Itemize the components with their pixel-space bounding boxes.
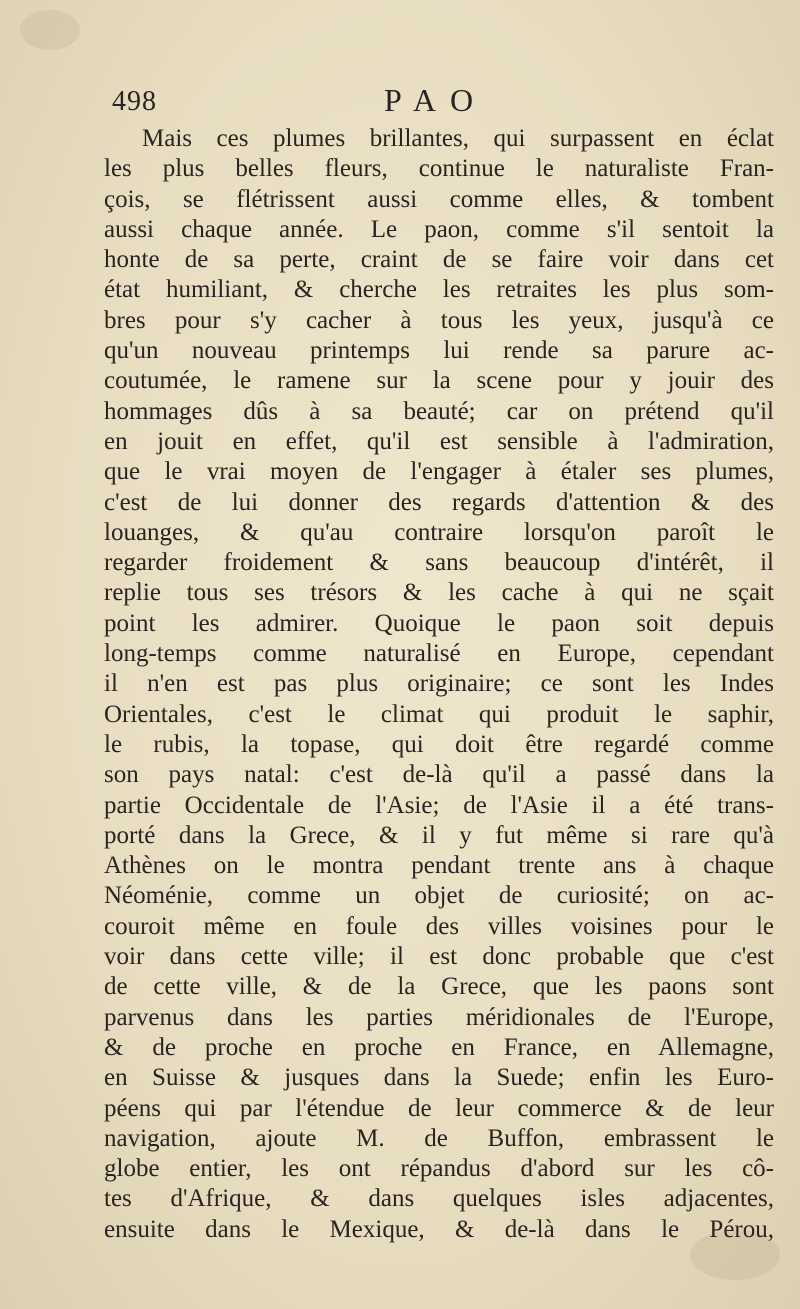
text-line: louanges, & qu'au contraire lorsqu'on paroît le	[104, 518, 774, 546]
page-header	[112, 82, 772, 122]
text-line: replie tous ses trésors & les cache à qui ne sçait	[104, 579, 774, 607]
text-line: qu'un nouveau printemps lui rende sa parure ac-	[104, 337, 774, 365]
text-line: c'est de lui donner des regards d'attention & des	[104, 488, 774, 516]
text-line: le rubis, la topase, qui doit être regardé comme	[104, 730, 774, 758]
text-line: long-temps comme naturalisé en Europe, cependant	[104, 640, 774, 668]
text-line: aussi chaque année. Le paon, comme s'il sentoit la	[104, 215, 774, 243]
text-line: son pays natal: c'est de-là qu'il a passé dans la	[104, 761, 774, 789]
text-line: Orientales, c'est le climat qui produit le saphir,	[104, 700, 774, 728]
text-line: en jouit en effet, qu'il est sensible à l'admiration,	[104, 427, 774, 455]
paper-stain	[20, 10, 80, 50]
text-line: coutumée, le ramene sur la scene pour y jouir des	[104, 367, 774, 395]
text-line: péens qui par l'étendue de leur commerce & de leur	[104, 1094, 774, 1122]
text-line: parvenus dans les parties méridionales de l'Europe,	[104, 1003, 774, 1031]
text-line: bres pour s'y cacher à tous les yeux, jusqu'à ce	[104, 306, 774, 334]
text-line: en Suisse & jusques dans la Suede; enfin les Euro-	[104, 1064, 774, 1092]
text-line: il n'en est pas plus originaire; ce sont les Indes	[104, 670, 774, 698]
text-line: porté dans la Grece, & il y fut même si rare qu'à	[104, 821, 774, 849]
text-line: globe entier, les ont répandus d'abord sur les cô-	[104, 1155, 774, 1183]
text-line: hommages dûs à sa beauté; car on prétend qu'il	[104, 397, 774, 425]
text-line: Néoménie, comme un objet de curiosité; on ac-	[104, 882, 774, 910]
text-line: point les admirer. Quoique le paon soit depuis	[104, 609, 774, 637]
body-text	[104, 124, 774, 1245]
text-line: les plus belles fleurs, continue le naturaliste Fran-	[104, 155, 774, 183]
text-line: regarder froidement & sans beaucoup d'intérêt, il	[104, 549, 774, 577]
text-line: tes d'Afrique, & dans quelques isles adjacentes,	[104, 1185, 774, 1213]
running-head: PAO	[384, 82, 488, 118]
text-line: honte de sa perte, craint de se faire voir dans cet	[104, 246, 774, 274]
text-line: & de proche en proche en France, en Allemagne,	[104, 1033, 774, 1061]
text-line: couroit même en foule des villes voisines pour le	[104, 912, 774, 940]
text-line: état humiliant, & cherche les retraites les plus som-	[104, 276, 774, 304]
text-line: partie Occidentale de l'Asie; de l'Asie il a été trans-	[104, 791, 774, 819]
text-line: que le vrai moyen de l'engager à étaler ses plumes,	[104, 458, 774, 486]
text-line: ensuite dans le Mexique, & de-là dans le Pérou,	[104, 1215, 774, 1243]
text-line: Athènes on le montra pendant trente ans à chaque	[104, 852, 774, 880]
text-line: Mais ces plumes brillantes, qui surpassent en éclat	[142, 125, 774, 152]
text-line: navigation, ajoute M. de Buffon, embrassent le	[104, 1124, 774, 1152]
text-line: voir dans cette ville; il est donc probable que c'est	[104, 943, 774, 971]
text-line: de cette ville, & de la Grece, que les paons sont	[104, 973, 774, 1001]
page-number: 498	[112, 86, 157, 117]
text-line: çois, se flétrissent aussi comme elles, & tombent	[104, 185, 774, 213]
